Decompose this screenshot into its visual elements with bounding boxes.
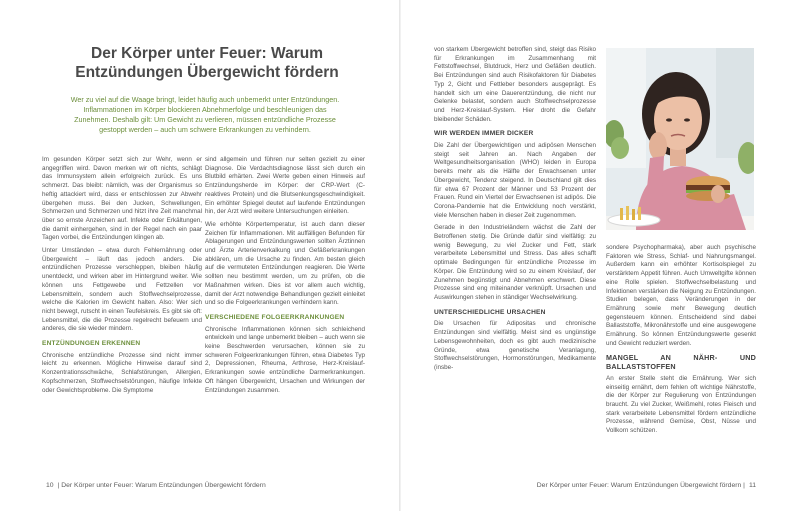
paragraph: Unter Umständen – etwa durch Fehlernährung oder Übergewicht – läuft das jedoch anders. Die entzündlichen Prozesse verschleppen, bleiben häufig unentdeckt, und wirken aber im Hintergrund weiter. Wie können uns Fettgewebe und Fettzellen vor Lebensmitteln, sondern auch Stoffwechselprozesse, welche die Kalorien im Gewicht halten. Also: Wer sich nicht bewegt, rutscht in einen Teufelskreis. Es gibt sie oft: Lebensmittel, die die Prozesse regelrecht befeuern und anderes, die sie wieder mindern. [42,247,202,333]
text-column-1 [42,156,202,464]
paragraph: sind allgemein und führen nur selten gezielt zu einer Diagnose. Die Verdachtsdiagnose lässt sich durch ein Blutbild erhärten. Zwei Werte geben einen Hinweis auf Entzündungsherde im Körper: der CRP-Wert (C-reaktives Protein) und die Blutsenkungsgeschwindigkeit. Ein erhöhter Spiegel deutet auf laufende Entzündungen hin, der Arzt wird weitere Untersuchungen einleiten. [205,156,365,216]
section-heading: UNTERSCHIEDLICHE URSACHEN [434,308,546,316]
running-title: Der Körper unter Feuer: Warum Entzündungen Übergewicht fördern [536,482,742,489]
text-column-2 [205,156,365,464]
paragraph: von starkem Übergewicht betroffen sind, steigt das Risiko für Erkrankungen im Zusammenhang mit Fettstoffwechsel, Blutdruck, Herz und Gefäßen deutlich. Bei Entzündungen sind auch Risikofaktoren für Diabetes Typ 2, Gicht und Fettleber besonders ausgeprägt. Es handelt sich um eine Dauerentzündung, die nicht nur Gelenke belastet, sondern auch Stoffwechselprozesse und Herz-Kreislauf-System. Hier droht die Gefahr bleibender Schäden. [434,46,596,123]
paragraph: Im gesunden Körper setzt sich zur Wehr, wenn er angegriffen wird. Davon merken wir oft nichts, schlägt das Immunsystem allein erfolgreich zurück. Es uns schmerzt. Das bleibt: nämlich, was der Organismus so heftig attackiert wird, dass er entschlossen zur Abwehr übergehen muss. Bei den Jucken, Schwellungen, Schmerzen und Schmerzen und hitzt ihre Zeit manchmal über so ernste Anzeichen auf. Infekte oder Erkältungen, die damit einhergehen, sind in der Regel nach ein paar Tagen vorbei, die Entzündungen klingen ab. [42,156,202,242]
page-number: 11 [748,482,756,489]
article-title: Der Körper unter Feuer: Warum Entzündungen Übergewicht fördern [75,45,339,81]
paragraph: Wie erhöhte Körpertemperatur, ist auch dann dieser Zeichen für Inflammationen. Mit auffälligen Befunden für Ablagerungen und Entzündungswerten sollten Ärztinnen und Ärzte Arterienverkalkung und Gefäßerkrankungen abklären, um die Ursache zu finden. Am besten gleich auf die vermuteten Entzündungen reagieren. Die Werte sollten neu bestimmt werden, um zu prüfen, ob die Maßnahmen wirken. Dies ist vor allem auch wichtig, damit der Arzt notwendige Behandlungen gezielt einleitet und so die Folgeerkrankungen verhindern kann. [205,220,365,307]
page-gutter [399,0,401,511]
paragraph: An erster Stelle steht die Ernährung. Wer sich einseitig ernährt, dem fehlen oft wichtige Nährstoffe, die der Körper zur Regulierung von Entzündungen braucht. Zu viel Zucker, Weißmehl, rotes Fleisch und stark verarbeitete Lebensmittel fördern entzündliche Prozesse, während Gemüse, Obst, Nüsse und Vollkorn schützen. [606,374,756,435]
woman-eating-burger-photo [606,48,754,230]
section-heading: ENTZÜNDUNGEN ERKENNEN [42,340,141,348]
paragraph: Gerade in den Industrieländern wächst die Zahl der Betroffenen stetig. Die Gründe dafür sind vielfältig: zu wenig Bewegung, zu viel Zucker und Fett, stark verarbeitete Lebensmittel und Stress. Das alles schafft optimale Bedingungen für entzündliche Prozesse im Körper. Die Entzündung wird so zu einem Kreislauf, der Zunehmen begünstigt und Abnehmen erschwert. Diese Prozesse sind eng miteinander verknüpft. Ursachen und Auswirkungen stehen in ständiger Wechselwirkung. [434,224,596,301]
section-heading: VERSCHIEDENE FOLGEERKRANKUNGEN [205,313,345,321]
text-column-3 [434,46,596,464]
page-number: 10 [46,482,54,489]
paragraph: Die Ursachen für Adipositas und chronische Entzündungen sind vielfältig. Meist sind es ungünstige Lebensgewohnheiten, doch es gibt auch medizinische Gründe, etwa genetische Veranlagung, Stoffwechselstörungen, Hormonstörungen, Medikamente (insbe- [434,320,596,371]
paragraph: Chronische entzündliche Prozesse sind nicht immer leicht zu erkennen. Mögliche Hinweise darauf sind Konzentrationsschwäche, Schlafstörungen, Allergien, Kopfschmerzen, Stoffwechselstörungen, häufige Infekte oder Gewichtsprobleme. Die Symptome [42,351,202,394]
footer-right: Der Körper unter Feuer: Warum Entzündungen Übergewicht fördern | 11 [536,482,756,489]
article-intro: Wer zu viel auf die Waage bringt, leidet häufig auch unbemerkt unter Entzündungen. Inflammationen im Körper blockieren Abnehmerfolge und beschleunigen das Zunehmen. Deshalb gilt: Um Gewicht zu verlieren, müssen entzündliche Prozesse gestoppt werden – auch um schwere Erkrankungen zu verhindern. [70,95,340,134]
photo-illustration [606,48,754,230]
section-heading: WIR WERDEN IMMER DICKER [434,130,534,138]
paragraph: Chronische Inflammationen können sich schleichend entwickeln und lange unbemerkt bleiben – auch wenn sie keine Beschwerden verursachen, können sie zu schweren Folgeerkrankungen führen, etwa Diabetes Typ 2, Depressionen, Rheuma, Arthrose, Herz-Kreislauf-Erkrankungen sowie entzündliche Darmerkrankungen. Oft hängen Übergewicht, Ursachen und Wirkungen der Entzündungen zusammen. [205,325,365,394]
paragraph: sondere Psychopharmaka), aber auch psychische Faktoren wie Stress, Schlaf- und Nahrungsmangel. Außerdem kann ein erhöhter Kortisolspiegel zu verstärktem Appetit führen. Auch Umweltgifte können eine Rolle spielen. Stoffwechselbelastung und Infektionen verstärken die Neigung zu Entzündungen. Studien belegen, dass Veränderungen in der Ernährung sowie mehr Bewegung deutlich gegensteuern können. Entscheidend sind dabei Ballaststoffe, Mikronährstoffe und eine ausgewogene Ernährung. So können Entzündungswerte gesenkt und Gewicht reduziert werden. [606,244,756,347]
section-heading: MANGEL AN NÄHR- UND BALLASTSTOFFEN [606,353,756,372]
paragraph: Die Zahl der Übergewichtigen und adipösen Menschen steigt seit Jahren an. Nach Angaben der Weltgesundheitsorganisation (WHO) leiden in Europa bereits mehr als die Hälfte der Erwachsenen unter Übergewicht, Tendenz steigend. In Deutschland gilt dies für etwa 67 Prozent der Männer und 53 Prozent der Frauen. Rund ein Viertel der Erwachsenen ist adipös. Die Corona-Pandemie hat die Entwicklung noch verstärkt, viele Menschen haben in dieser Zeit zugenommen. [434,142,596,219]
footer-left: 10 | Der Körper unter Feuer: Warum Entzündungen Übergewicht fördern [46,482,266,489]
text-column-4 [606,244,756,464]
running-title: Der Körper unter Feuer: Warum Entzündungen Übergewicht fördern [61,482,266,489]
